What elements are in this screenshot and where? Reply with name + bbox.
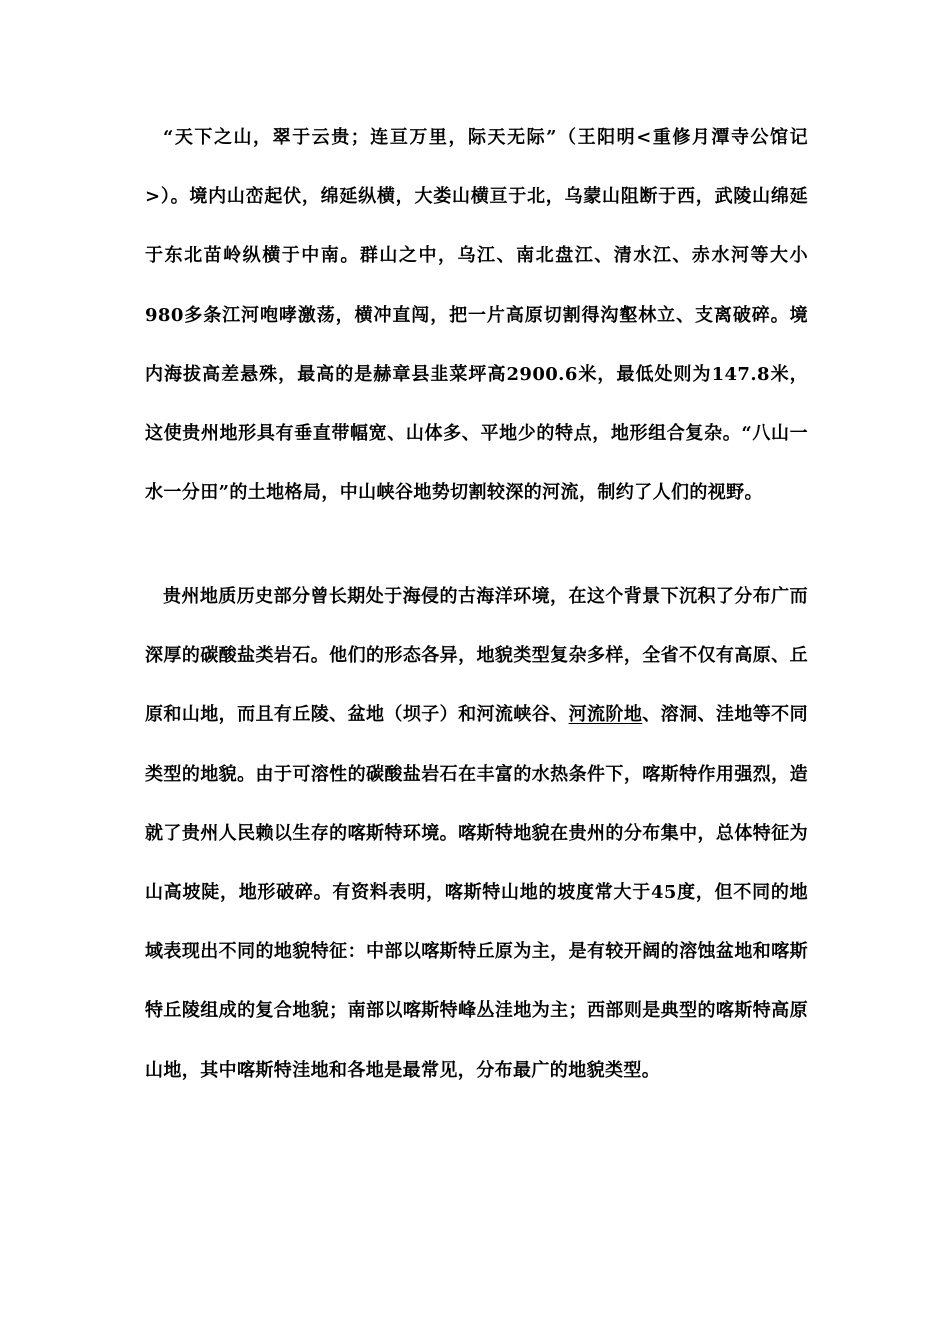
paragraph-text-after-link: 、溶洞、洼地等不同类型的地貌。由于可溶性的碳酸盐岩石在丰富的水热条件下，喀斯特作用强烈，造就了贵州人民赖以生存的喀斯特环境。喀斯特地貌在贵州的分布集中，总体特征为山高坡陡，地形破碎。有资料表明，喀斯特山地的坡度常大于45度，但不同的地域表现出不同的地貌特征：中部以喀斯特丘原为主，是有较开阔的溶蚀盆地和喀斯特丘陵组成的复合地貌；南部以喀斯特峰丛洼地为主；西部则是典型的喀斯特高原山地，其中喀斯特洼地和各地是最常见，分布最广的地貌类型。 [145,704,808,1081]
paragraph-guizhou-mountains: “天下之山，翠于云贵；连亘万里，际天无际”（王阳明<重修月潭寺公馆记>）。境内山峦起伏，绵延纵横，大娄山横亘于北，乌蒙山阻断于西，武陵山绵延于东北苗岭纵横于中南。群山之中，乌江、南北盘江、清水江、赤水河等大小980多条江河咆哮激荡，横冲直闯，把一片高原切割得沟壑林立、支离破碎。境内海拔高差悬殊，最高的是赫章县韭菜坪高2900.6米，最低处则为147.8米，这使贵州地形具有垂直带幅宽、山体多、平地少的特点，地形组合复杂。“八山一水一分田”的土地格局，中山峡谷地势切割较深的河流，制约了人们的视野。 [145,127,808,504]
paragraph-guizhou-karst [145,567,808,1100]
paragraph-text-before-link: 贵州地质历史部分曾长期处于海侵的古海洋环境，在这个背景下沉积了分布广而深厚的碳酸盐类岩石。他们的形态各异，地貌类型复杂多样，全省不仅有高原、丘原和山地，而且有丘陵、盆地（坝子）和河流峡谷、 [145,586,808,726]
river-terrace-link[interactable]: 河流阶地 [568,704,643,726]
